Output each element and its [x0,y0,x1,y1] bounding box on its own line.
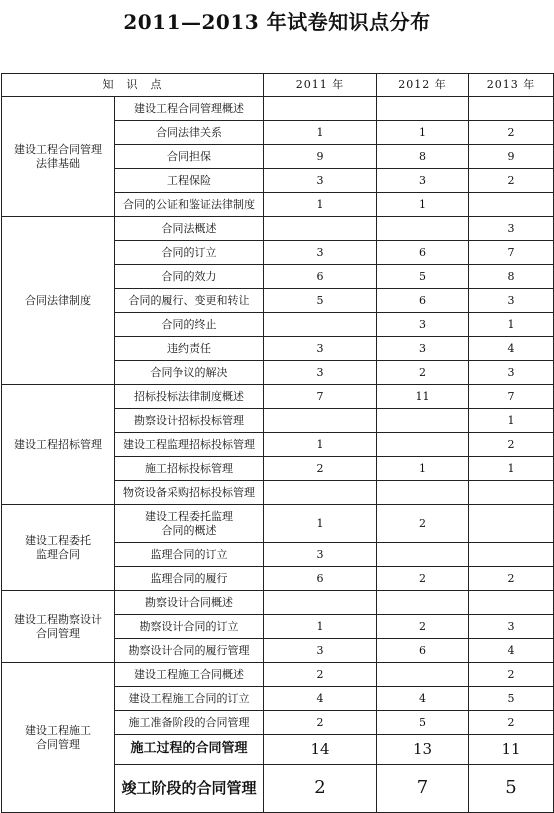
count-cell: 6 [377,289,469,313]
count-cell: 4 [377,687,469,711]
page-title: 2011—2013 年试卷知识点分布 [123,10,431,34]
topic-cell: 合同法律关系 [115,121,264,145]
count-cell: 1 [469,457,554,481]
count-cell: 11 [377,385,469,409]
count-cell [377,591,469,615]
count-cell: 5 [469,765,554,813]
category-cell: 建设工程施工 合同管理 [2,663,115,813]
count-cell [377,543,469,567]
count-cell [264,313,377,337]
header-year: 2012 年 [377,74,469,97]
topic-cell: 施工过程的合同管理 [115,735,264,765]
count-cell [264,97,377,121]
header-year: 2011 年 [264,74,377,97]
table-row [2,217,554,241]
table-row [2,97,554,121]
topic-cell: 监理合同的订立 [115,543,264,567]
topic-cell: 竣工阶段的合同管理 [115,765,264,813]
count-cell: 2 [377,505,469,543]
table-row [2,591,554,615]
count-cell: 1 [264,505,377,543]
topic-cell: 物资设备采购招标投标管理 [115,481,264,505]
topic-cell: 施工招标投标管理 [115,457,264,481]
count-cell: 8 [469,265,554,289]
count-cell: 4 [469,337,554,361]
count-cell: 5 [469,687,554,711]
count-cell: 2 [377,567,469,591]
topic-cell: 建设工程监理招标投标管理 [115,433,264,457]
count-cell: 3 [469,361,554,385]
count-cell: 3 [469,217,554,241]
count-cell: 3 [264,241,377,265]
count-cell: 4 [469,639,554,663]
count-cell: 1 [264,121,377,145]
count-cell [469,505,554,543]
count-cell: 5 [264,289,377,313]
count-cell: 2 [377,615,469,639]
count-cell: 6 [264,567,377,591]
count-cell: 6 [377,241,469,265]
topic-cell: 招标投标法律制度概述 [115,385,264,409]
count-cell: 1 [264,193,377,217]
count-cell: 7 [469,241,554,265]
count-cell: 3 [264,337,377,361]
table-body [2,97,554,813]
count-cell [264,409,377,433]
count-cell: 1 [469,409,554,433]
topic-cell: 合同法概述 [115,217,264,241]
count-cell: 6 [264,265,377,289]
topic-cell: 勘察设计合同的履行管理 [115,639,264,663]
topic-cell: 合同的效力 [115,265,264,289]
topic-cell: 违约责任 [115,337,264,361]
topic-cell: 合同争议的解决 [115,361,264,385]
count-cell: 13 [377,735,469,765]
count-cell [469,543,554,567]
topic-cell: 勘察设计合同的订立 [115,615,264,639]
topic-cell: 建设工程合同管理概述 [115,97,264,121]
count-cell: 2 [264,457,377,481]
topic-cell: 勘察设计招标投标管理 [115,409,264,433]
header-year: 2013 年 [469,74,554,97]
topic-cell: 合同的公证和鉴证法律制度 [115,193,264,217]
topic-cell: 合同的订立 [115,241,264,265]
count-cell: 3 [264,639,377,663]
count-cell: 3 [264,543,377,567]
count-cell: 9 [264,145,377,169]
count-cell: 6 [377,639,469,663]
category-cell: 建设工程招标管理 [2,385,115,505]
count-cell: 7 [377,765,469,813]
count-cell: 1 [377,193,469,217]
count-cell: 5 [377,711,469,735]
count-cell: 2 [469,567,554,591]
header-topic: 知 识 点 [2,74,264,97]
topic-cell: 施工准备阶段的合同管理 [115,711,264,735]
header-row [2,74,554,97]
count-cell: 2 [469,121,554,145]
count-cell: 3 [469,615,554,639]
topic-cell: 勘察设计合同概述 [115,591,264,615]
count-cell: 11 [469,735,554,765]
count-cell: 3 [264,169,377,193]
count-cell: 3 [469,289,554,313]
table-row [2,385,554,409]
category-cell: 合同法律制度 [2,217,115,385]
topic-cell: 建设工程施工合同的订立 [115,687,264,711]
count-cell: 7 [264,385,377,409]
count-cell: 2 [377,361,469,385]
count-cell: 1 [469,313,554,337]
count-cell [469,97,554,121]
count-cell: 14 [264,735,377,765]
count-cell: 1 [377,121,469,145]
count-cell: 2 [469,663,554,687]
count-cell: 3 [377,337,469,361]
topic-cell: 合同的终止 [115,313,264,337]
count-cell: 1 [377,457,469,481]
count-cell [377,663,469,687]
count-cell: 5 [377,265,469,289]
count-cell: 7 [469,385,554,409]
topic-cell: 工程保险 [115,169,264,193]
topic-cell: 监理合同的履行 [115,567,264,591]
count-cell: 2 [264,711,377,735]
count-cell: 2 [469,169,554,193]
count-cell: 8 [377,145,469,169]
count-cell [264,481,377,505]
count-cell [377,409,469,433]
count-cell [377,433,469,457]
count-cell [264,217,377,241]
count-cell: 3 [377,313,469,337]
count-cell [264,591,377,615]
count-cell [469,193,554,217]
category-cell: 建设工程合同管理 法律基础 [2,97,115,217]
count-cell: 3 [377,169,469,193]
count-cell: 3 [264,361,377,385]
count-cell: 2 [264,765,377,813]
count-cell [377,97,469,121]
count-cell: 9 [469,145,554,169]
count-cell: 2 [264,663,377,687]
count-cell [469,591,554,615]
topic-cell: 合同的履行、变更和转让 [115,289,264,313]
category-cell: 建设工程勘察设计 合同管理 [2,591,115,663]
table-row [2,663,554,687]
count-cell: 4 [264,687,377,711]
count-cell [469,481,554,505]
topic-cell: 建设工程委托监理 合同的概述 [115,505,264,543]
topic-cell: 合同担保 [115,145,264,169]
count-cell: 2 [469,433,554,457]
topic-cell: 建设工程施工合同概述 [115,663,264,687]
count-cell [377,217,469,241]
table-row [2,505,554,543]
category-cell: 建设工程委托 监理合同 [2,505,115,591]
count-cell: 1 [264,433,377,457]
knowledge-table [1,73,554,813]
count-cell [377,481,469,505]
count-cell: 2 [469,711,554,735]
count-cell: 1 [264,615,377,639]
